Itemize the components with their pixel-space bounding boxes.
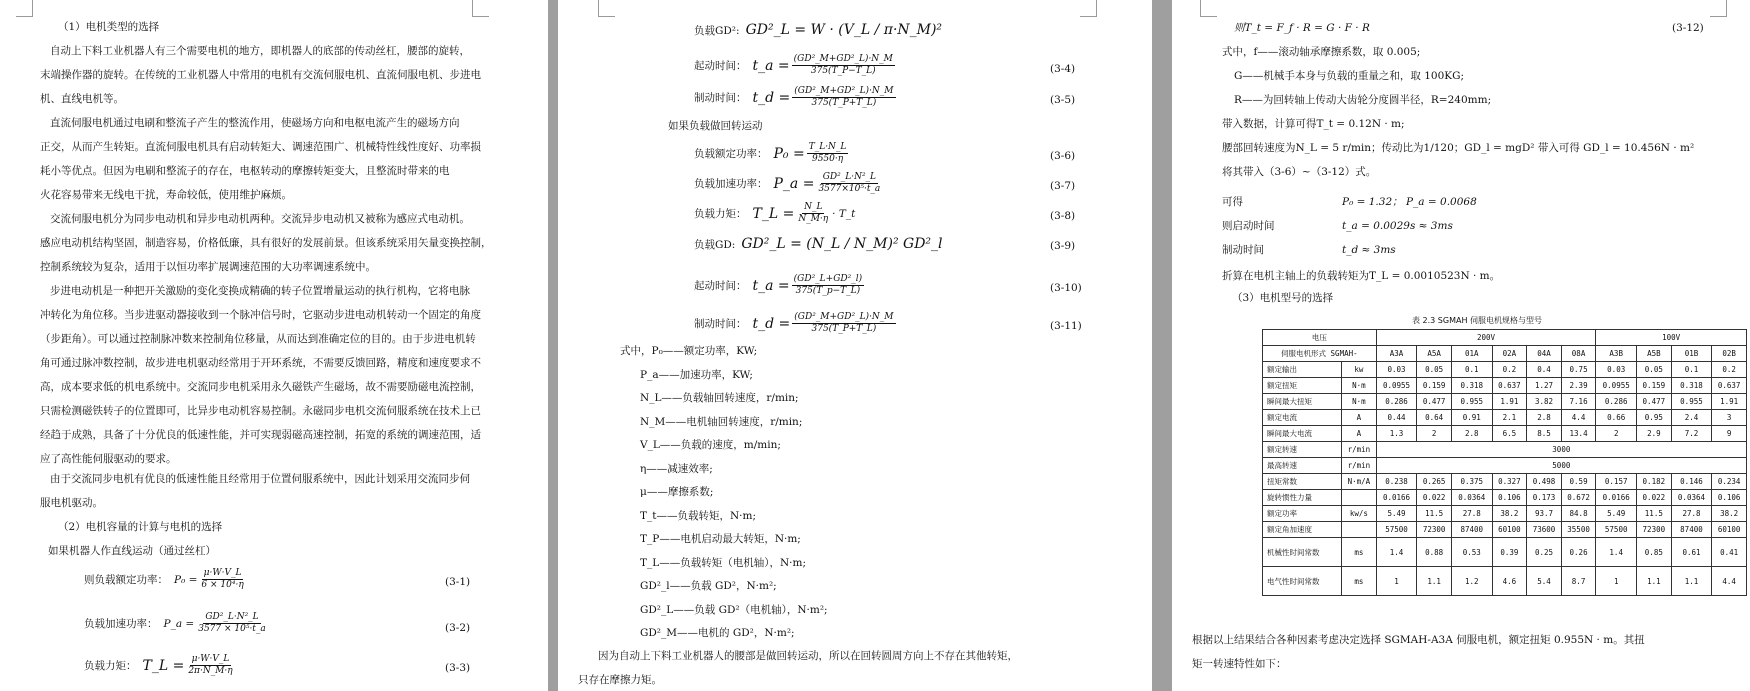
table-cell: 0.234 (1712, 474, 1747, 490)
table-cell: 1.3 (1376, 426, 1417, 442)
table-cell (1342, 490, 1377, 506)
fraction: $\frac{\mu\cdot W\cdot V\_L}{\text{6 × 10⁴·η}}$ (201, 568, 244, 590)
text-line: G——机械手本身与负载的重量之和，取 100KG; (1234, 70, 1465, 82)
table-cell: 0.637 (1492, 378, 1527, 394)
table-cell: 0.95 (1637, 410, 1672, 426)
table-cell: 11.5 (1637, 506, 1672, 522)
text-line: 正交，从而产生转矩。直流伺服电机具有启动转矩大、调速范围广、机械特性线性度好、功率损 (40, 141, 481, 153)
equation-3-1: 则负载额定功率： P₀ = $\frac{\mu\cdot W\cdot V\_L}{\text{6 × 10⁴·η}}$ (84, 568, 244, 590)
table-cell: 27.8 (1671, 506, 1712, 522)
table-row (1263, 458, 1747, 474)
text-line: P_a——加速功率，KW; (640, 368, 753, 381)
equation-3-12: 则T_t = F_f · R = G · F · R (1234, 22, 1370, 34)
table-cell: 0.159 (1637, 378, 1672, 394)
table-cell: 1.27 (1527, 378, 1562, 394)
text-line: 只存在摩擦力矩。 (578, 674, 662, 686)
table-cell: 0.1 (1451, 362, 1492, 378)
table-cell: 5.4 (1527, 567, 1562, 596)
result-value: t_a = 0.0029s ≈ 3ms (1342, 220, 1453, 232)
text-line: 火花容易带来无线电干扰，寿命较低，使用维护麻烦。 (40, 189, 292, 201)
table-cell: 瞬间最大电流 (1263, 426, 1342, 442)
table-cell: ms (1342, 567, 1377, 596)
eq-number: (3-1) (445, 576, 471, 588)
table-cell: 3000 (1376, 442, 1746, 458)
table-cell: 最高转速 (1263, 458, 1342, 474)
table-cell: 57500 (1596, 522, 1637, 538)
table-cell: 93.7 (1527, 506, 1562, 522)
table-cell: 0.955 (1671, 394, 1712, 410)
table-cell: 2.9 (1637, 426, 1672, 442)
table-cell: 0.477 (1637, 394, 1672, 410)
table-cell: 27.8 (1451, 506, 1492, 522)
table-cell: 0.91 (1451, 410, 1492, 426)
table-cell: 60100 (1712, 522, 1747, 538)
line-rotation: 如果负载做回转运动 (668, 120, 763, 132)
table-cell: 2.8 (1451, 426, 1492, 442)
text-line: 自动上下料工业机器人有三个需要电机的地方，即机器人的底部的传动丝杠，腰部的旋转， (50, 45, 470, 57)
text-line: V_L——负载的速度，m/min; (640, 439, 781, 451)
table-cell: 额定角加速度 (1263, 522, 1342, 538)
table-cell: 0.173 (1527, 490, 1562, 506)
table-cell: 0.672 (1561, 490, 1596, 506)
table-cell: 87400 (1671, 522, 1712, 538)
table-cell: 4.4 (1561, 410, 1596, 426)
fraction: $\frac{\text{GD²\_L·N²\_L}}{\text{3577×10⁵·t\_a}}$ (818, 172, 881, 194)
table-cell: 0.61 (1671, 538, 1712, 567)
table-caption: 表 2.3 SGMAH 伺服电机规格与型号 (1412, 316, 1543, 325)
table-cell: 0.106 (1492, 490, 1527, 506)
table-cell: 0.157 (1596, 474, 1637, 490)
table-cell: 0.53 (1451, 538, 1492, 567)
table-cell: 3.82 (1527, 394, 1562, 410)
equation-3-8: 负载力矩： T_L = $\frac{N\_L}{N\_M\cdot\eta}$ · T_t (694, 202, 856, 224)
eq-number: (3-6) (1050, 150, 1076, 162)
table-cell: 7.16 (1561, 394, 1596, 410)
table-cell: 0.318 (1451, 378, 1492, 394)
table-cell: 0.146 (1671, 474, 1712, 490)
table-cell: 额定转速 (1263, 442, 1342, 458)
text-line: 因为自动上下料工业机器人的腰部是做回转运动，所以在回转圆周方向上不存在其他转矩， (598, 650, 1018, 662)
text-line: GD²_L——负载 GD²（电机轴），N·m²; (640, 603, 828, 616)
table-cell: 0.2 (1492, 362, 1527, 378)
text-line: 式中，f——滚动轴承摩擦系数，取 0.005; (1222, 46, 1421, 58)
eq-number: (3-3) (445, 662, 471, 674)
eq-number: (3-11) (1050, 320, 1082, 332)
table-cell: 6.5 (1492, 426, 1527, 442)
table-cell: 1.1 (1637, 567, 1672, 596)
table-cell: 0.327 (1492, 474, 1527, 490)
fraction: $\frac{T\_L\cdot N\_L}{9550\cdot\eta}$ (808, 142, 847, 164)
table-row (1263, 567, 1747, 596)
table-cell: 2 (1596, 426, 1637, 442)
table-cell: 0.0364 (1671, 490, 1712, 506)
fraction: $\frac{\text{(GD²\_L+GD²\_l)}}{375(T\_p-T\_L)}$ (793, 274, 863, 296)
table-cell: 200V (1376, 330, 1596, 346)
table-cell: 0.182 (1637, 474, 1672, 490)
table-cell: A5B (1637, 346, 1672, 362)
table-cell: 0.375 (1451, 474, 1492, 490)
table-cell: 0.88 (1417, 538, 1452, 567)
text-line: 应了高性能伺服驱动的要求。 (40, 453, 177, 465)
table-cell: 0.0166 (1376, 490, 1417, 506)
table-cell: 02A (1492, 346, 1527, 362)
text-line: R——为回转轴上传动大齿轮分度圆半径，R=240mm; (1234, 94, 1492, 106)
table-cell: 0.39 (1492, 538, 1527, 567)
equation-3-11: 制动时间： t_d = $\frac{\text{(GD²\_M+GD²\_L)·N\_M}}{375(T\_P+T\_L)}$ (694, 312, 894, 334)
table-cell: 2 (1417, 426, 1452, 442)
table-cell: 0.4 (1527, 362, 1562, 378)
equation-load-gd: 负载GD²: GD²_L = W · (V_L / π·N_M)² (694, 22, 943, 38)
table-row (1263, 490, 1747, 506)
table-cell: 0.05 (1637, 362, 1672, 378)
text-line: 交流伺服电机分为同步电动机和异步电动机两种。交流异步电动机又被称为感应式电动机。 (50, 213, 470, 225)
fraction: $\frac{\mu\cdot W\cdot V\_L}{2\pi\cdot N\_M\cdot\eta}$ (188, 654, 233, 676)
table-cell: 0.955 (1451, 394, 1492, 410)
table-cell: 5000 (1376, 458, 1746, 474)
table-cell: 01B (1671, 346, 1712, 362)
heading-motor-type: （1）电机类型的选择 (58, 21, 160, 33)
table-cell: 0.0166 (1596, 490, 1637, 506)
table-cell: 38.2 (1492, 506, 1527, 522)
table-cell: 35500 (1561, 522, 1596, 538)
table-cell: 1.2 (1451, 567, 1492, 596)
table-cell: 0.238 (1376, 474, 1417, 490)
table-row (1263, 442, 1747, 458)
table-cell: 0.159 (1417, 378, 1452, 394)
table-cell: 8.7 (1561, 567, 1596, 596)
eq-number: (3-9) (1050, 240, 1076, 252)
table-cell: 0.0364 (1451, 490, 1492, 506)
table-row (1263, 474, 1747, 490)
fraction: $\frac{N\_L}{N\_M\cdot\eta}$ (798, 202, 829, 224)
table-cell: 1.91 (1492, 394, 1527, 410)
text-line: GD²_M——电机的 GD²，N·m²; (640, 627, 795, 639)
eq-number: (3-8) (1050, 210, 1076, 222)
table-cell: 0.26 (1561, 538, 1596, 567)
table-cell: 73600 (1527, 522, 1562, 538)
table-cell: 0.022 (1637, 490, 1672, 506)
table-cell: 7.2 (1671, 426, 1712, 442)
table-cell: 4.4 (1712, 567, 1747, 596)
table-cell: 0.022 (1417, 490, 1452, 506)
table-cell: A (1342, 410, 1377, 426)
text-line: T_t——负载转矩，N·m; (640, 509, 756, 522)
table-cell: 0.41 (1712, 538, 1747, 567)
text-line: 耗小等优点。但因为电刷和整流子的存在，电枢转动的摩擦转矩变大，且整流时带来的电 (40, 165, 450, 177)
fraction: $\frac{\text{(GD²\_M+GD²\_L)·N\_M}}{375(T\_P+T\_L)}$ (794, 312, 894, 334)
table-cell: 84.8 (1561, 506, 1596, 522)
text-line: 根据以上结果结合各种因素考虑决定选择 SGMAH-A3A 伺服电机，额定扭矩 0.955N · m。其扭 (1192, 634, 1645, 646)
table-cell: 0.66 (1596, 410, 1637, 426)
document-page-3 (1172, 0, 1750, 691)
table-cell: A3A (1376, 346, 1417, 362)
table-cell: ms (1342, 538, 1377, 567)
table-cell: 0.25 (1527, 538, 1562, 567)
table-cell: kw/s (1342, 506, 1377, 522)
table-cell: 0.44 (1376, 410, 1417, 426)
line-straight-motion: 如果机器人作直线运动（通过丝杠） (48, 545, 216, 557)
equation-3-9: 负载GD: GD²_L = (N_L / N_M)² GD²_l (694, 236, 943, 252)
table-row (1263, 506, 1747, 522)
table-cell: 0.2 (1712, 362, 1747, 378)
table-cell: A (1342, 426, 1377, 442)
fraction: $\frac{\text{(GD²\_M+GD²\_L)·N\_M}}{375(T\_P+T\_L)}$ (794, 86, 894, 108)
table-cell: 额定扭矩 (1263, 378, 1342, 394)
table-row (1263, 410, 1747, 426)
eq-number: (3-7) (1050, 180, 1076, 192)
text-line: 式中，P₀——额定功率，KW; (620, 345, 758, 357)
table-cell: 72300 (1417, 522, 1452, 538)
table-cell: 100V (1596, 330, 1747, 346)
table-cell: 旋转惯性力量 (1263, 490, 1342, 506)
text-line: GD²_l——负载 GD²，N·m²; (640, 580, 777, 592)
text-line: T_L——负载转矩（电机轴），N·m; (640, 556, 806, 569)
equation-3-6: 负载额定功率： P₀ = $\frac{T\_L\cdot N\_L}{9550\cdot\eta}$ (694, 142, 847, 164)
table-cell: 2.8 (1527, 410, 1562, 426)
table-cell: 04A (1527, 346, 1562, 362)
table-row (1263, 394, 1747, 410)
table-cell: 0.106 (1712, 490, 1747, 506)
table-cell: kw (1342, 362, 1377, 378)
document-page-2 (558, 0, 1152, 691)
table-row (1263, 378, 1747, 394)
crop-mark (472, 0, 489, 17)
table-cell: 额定输出 (1263, 362, 1342, 378)
text-line: （步距角）。可以通过控制脉冲数来控制角位移量，从而达到准确定位的目的。由于步进电机转 (40, 333, 476, 345)
text-line: 带入数据，计算可得T_t = 0.12N · m; (1222, 118, 1405, 130)
text-line: 机、直线电机等。 (40, 93, 124, 105)
table-cell: 1 (1596, 567, 1637, 596)
table-row (1263, 538, 1747, 567)
table-cell: 电气性时间常数 (1263, 567, 1342, 596)
eq-number: (3-5) (1050, 94, 1076, 106)
table-cell: 0.286 (1596, 394, 1637, 410)
crop-mark (16, 0, 33, 17)
table-cell: 1.4 (1596, 538, 1637, 567)
text-line: 由于交流同步电机有优良的低速性能且经常用于位置伺服系统中，因此计划采用交流同步伺 (50, 473, 470, 485)
torque-line: 折算在电机主轴上的负载转矩为T_L = 0.0010523N · m。 (1222, 270, 1501, 282)
text-line: 只需检测磁铁转子的位置即可，比异步电动机容易控制。永磁同步电机交流伺服系统在技术上已 (40, 405, 481, 417)
table-cell: 电压 (1263, 330, 1377, 346)
table-cell: 1 (1376, 567, 1417, 596)
heading-motor-model: （3）电机型号的选择 (1232, 292, 1334, 304)
table-cell: 2.4 (1671, 410, 1712, 426)
result-label: 可得 (1222, 196, 1243, 208)
result-value: P₀ = 1.32； P_a = 0.0068 (1342, 196, 1477, 208)
table-cell: 11.5 (1417, 506, 1452, 522)
fraction: $\frac{\text{GD²\_L·N²\_L}}{\text{3577 × 10⁵·t\_a}}$ (198, 612, 266, 634)
table-cell: 1.1 (1417, 567, 1452, 596)
table-cell: 13.4 (1561, 426, 1596, 442)
table-cell: 72300 (1637, 522, 1672, 538)
table-cell: 0.286 (1376, 394, 1417, 410)
text-line: T_P——电机启动最大转矩，N·m; (640, 533, 801, 545)
table-cell: 额定功率 (1263, 506, 1342, 522)
table-cell: 1.1 (1671, 567, 1712, 596)
equation-3-4: 起动时间： t_a = $\frac{\text{(GD²\_M+GD²\_L)·N\_M}}{375(T\_P-T\_L)}$ (694, 54, 893, 76)
table-cell: 0.318 (1671, 378, 1712, 394)
equation-3-10: 起动时间： t_a = $\frac{\text{(GD²\_L+GD²\_l)}}{375(T\_p-T\_L)}$ (694, 274, 863, 296)
table-row (1263, 426, 1747, 442)
equation-3-5: 制动时间： t_d = $\frac{\text{(GD²\_M+GD²\_L)·N\_M}}{375(T\_P+T\_L)}$ (694, 86, 894, 108)
table-cell: 机械性时间常数 (1263, 538, 1342, 567)
table-cell: N·m (1342, 394, 1377, 410)
text-line: 经趋于成熟，具备了十分优良的低速性能，并可实现弱磁高速控制，拓宽的系统的调速范围，适 (40, 429, 481, 441)
table-row (1263, 522, 1747, 538)
heading-capacity: （2）电机容量的计算与电机的选择 (58, 521, 223, 533)
eq-number: (3-10) (1050, 282, 1082, 294)
crop-mark (1080, 0, 1097, 17)
equation-3-7: 负载加速功率： P_a = $\frac{\text{GD²\_L·N²\_L}}{\text{3577×10⁵·t\_a}}$ (694, 172, 881, 194)
crop-mark (598, 0, 615, 17)
table-cell (1342, 522, 1377, 538)
table-cell: 8.5 (1527, 426, 1562, 442)
document-page-1 (0, 0, 548, 691)
text-line: 将其带入（3-6）~（3-12）式。 (1222, 166, 1377, 178)
eq-number: (3-4) (1050, 63, 1076, 75)
result-label: 制动时间 (1222, 244, 1264, 256)
text-line: 直流伺服电机通过电刷和整流子产生的整流作用，使磁场方向和电枢电流产生的磁场方向 (50, 117, 460, 129)
table-cell: 60100 (1492, 522, 1527, 538)
table-cell: 扭矩常数 (1263, 474, 1342, 490)
eq-number: (3-12) (1672, 22, 1704, 34)
table-cell: 0.1 (1671, 362, 1712, 378)
crop-mark (1200, 0, 1217, 17)
text-line: 末端操作器的旋转。在传统的工业机器人中常用的电机有交流伺服电机、直流伺服电机、步进电 (40, 69, 481, 81)
crop-mark (1710, 0, 1727, 17)
table-cell: 2.39 (1561, 378, 1596, 394)
table-cell: 1.4 (1376, 538, 1417, 567)
table-row (1263, 362, 1747, 378)
equation-3-2: 负载加速功率： P_a = $\frac{\text{GD²\_L·N²\_L}}{\text{3577 × 10⁵·t\_a}}$ (84, 612, 266, 634)
table-cell: 38.2 (1712, 506, 1747, 522)
text-line: 感应电动机结构坚固，制造容易，价格低廉，具有很好的发展前景。但该系统采用矢量变换控制， (40, 237, 492, 249)
table-cell: A3B (1596, 346, 1637, 362)
fraction: $\frac{\text{(GD²\_M+GD²\_L)·N\_M}}{375(T\_P-T\_L)}$ (793, 54, 893, 76)
table-cell: 57500 (1376, 522, 1417, 538)
table-cell: 0.05 (1417, 362, 1452, 378)
table-cell: N·m (1342, 378, 1377, 394)
table-cell: 0.03 (1596, 362, 1637, 378)
equation-3-3: 负载力矩： T_L = $\frac{\mu\cdot W\cdot V\_L}{2\pi\cdot N\_M\cdot\eta}$ (84, 654, 233, 676)
table-cell: 0.265 (1417, 474, 1452, 490)
table-cell: 5.49 (1376, 506, 1417, 522)
result-value: t_d ≈ 3ms (1342, 244, 1396, 256)
table-cell: 08A (1561, 346, 1596, 362)
table-cell: 额定电流 (1263, 410, 1342, 426)
table-cell: 0.75 (1561, 362, 1596, 378)
table-cell: 伺服电机形式 SGMAH- (1263, 346, 1377, 362)
table-cell: 0.85 (1637, 538, 1672, 567)
table-cell: 0.0955 (1596, 378, 1637, 394)
table-cell: 0.64 (1417, 410, 1452, 426)
text-line: 服电机驱动。 (40, 497, 103, 509)
table-cell: N·m/A (1342, 474, 1377, 490)
table-cell: A5A (1417, 346, 1452, 362)
text-line: 矩一转速特性如下： (1192, 658, 1287, 670)
table-cell: 0.637 (1712, 378, 1747, 394)
table-cell: 4.6 (1492, 567, 1527, 596)
table-cell: r/min (1342, 458, 1377, 474)
table-cell: 0.59 (1561, 474, 1596, 490)
spec-table (1262, 329, 1747, 596)
table-row (1263, 346, 1747, 362)
text-line: 角可通过脉冲数控制，故步进电机驱动经常用于开环系统，不需要反馈回路，精度和速度要求不 (40, 357, 481, 369)
text-line: μ——摩擦系数; (640, 486, 714, 498)
table-cell: 0.498 (1527, 474, 1562, 490)
eq-number: (3-2) (445, 622, 471, 634)
table-cell: 0.0955 (1376, 378, 1417, 394)
table-cell: 1.91 (1712, 394, 1747, 410)
text-line: η——减速效率; (640, 462, 713, 475)
text-line: 步进电动机是一种把开关激励的变化变换成精确的转子位置增量运动的执行机构，它将电脉 (50, 285, 470, 297)
text-line: 腰部回转速度为N_L = 5 r/min；传动比为1/120；GD_l = mgD² 带入可得 GD_l = 10.456N · m² (1222, 142, 1695, 154)
table-cell: 01A (1451, 346, 1492, 362)
table-cell: 0.03 (1376, 362, 1417, 378)
table-cell: 02B (1712, 346, 1747, 362)
table-row (1263, 330, 1747, 346)
text-line: 控制系统较为复杂，适用于以恒功率扩展调速范围的大功率调速系统中。 (40, 261, 376, 273)
table-cell: 9 (1712, 426, 1747, 442)
text-line: N_L——负载轴回转速度，r/min; (640, 392, 799, 404)
table-cell: 5.49 (1596, 506, 1637, 522)
text-line: N_M——电机轴回转速度，r/min; (640, 415, 803, 428)
table-cell: 87400 (1451, 522, 1492, 538)
result-label: 则启动时间 (1222, 220, 1275, 232)
table-cell: 3 (1712, 410, 1747, 426)
table-cell: 瞬间最大扭矩 (1263, 394, 1342, 410)
table-cell: 2.1 (1492, 410, 1527, 426)
table-cell: r/min (1342, 442, 1377, 458)
table-cell: 0.477 (1417, 394, 1452, 410)
text-line: 高，成本要求低的机电系统中。交流同步电机采用永久磁铁产生磁场，故不需要励磁电流控制， (40, 381, 481, 393)
text-line: 冲转化为角位移。当步进驱动器接收到一个脉冲信号时，它驱动步进电动机转动一个固定的角度 (40, 309, 481, 321)
